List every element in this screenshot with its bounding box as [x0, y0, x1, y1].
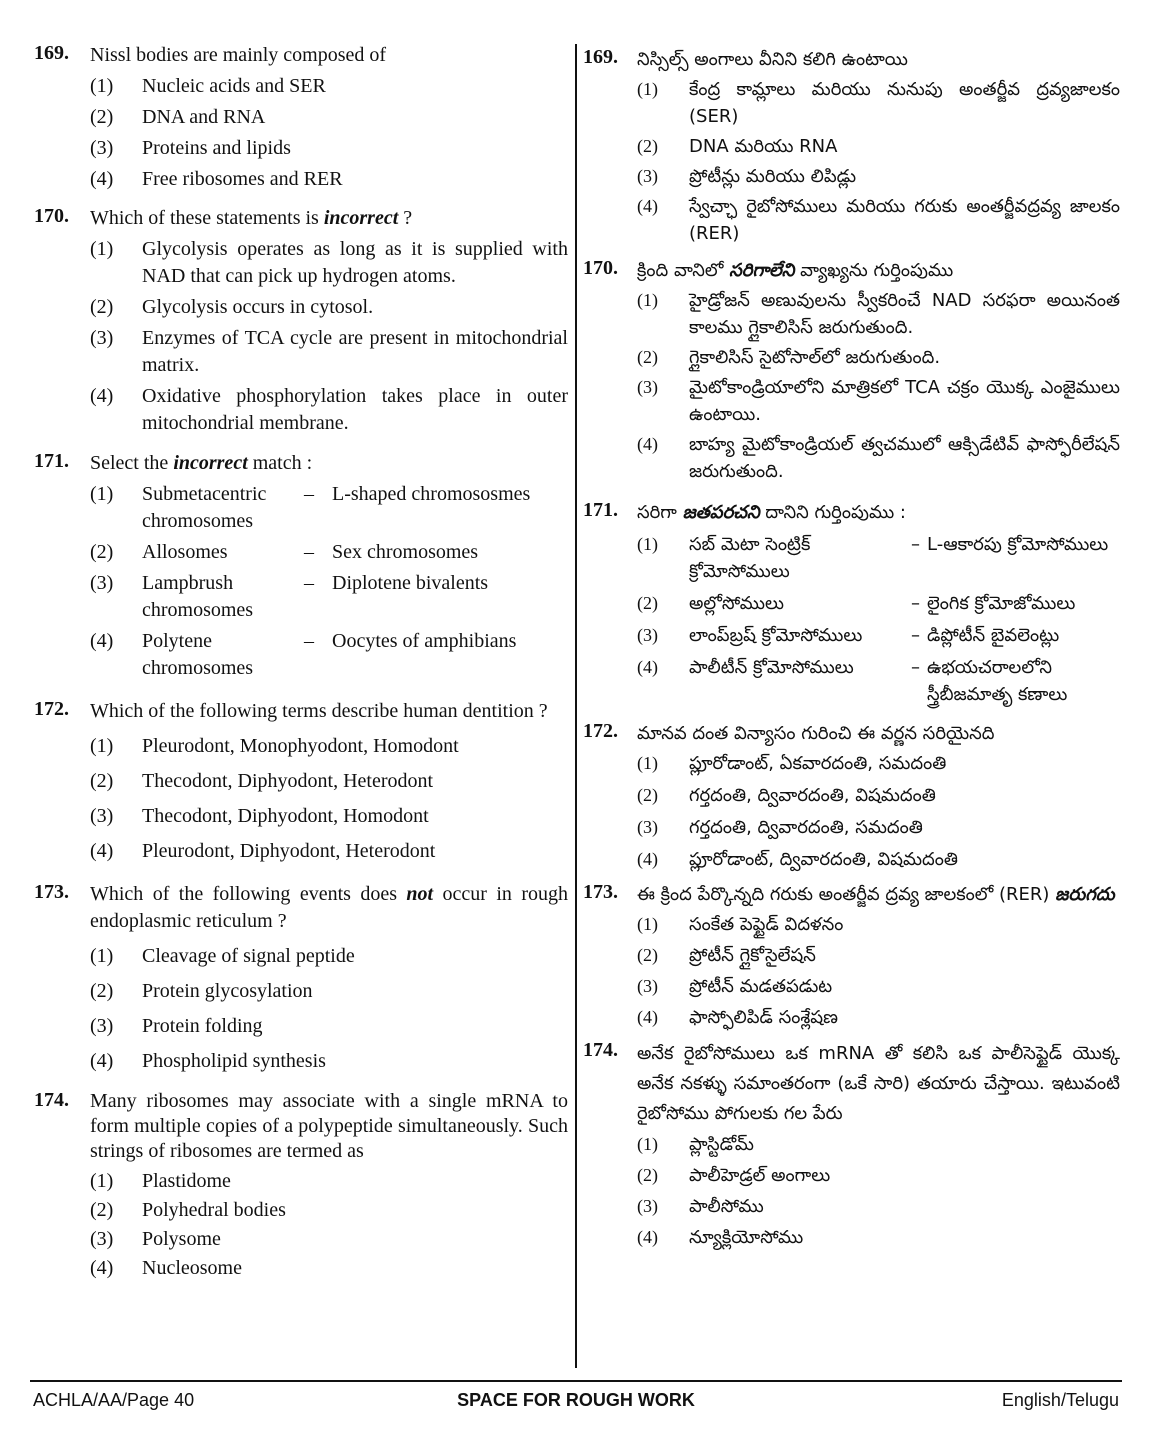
- question-number: 173.: [34, 881, 69, 903]
- option: (3) Enzymes of TCA cycle are present in mitochondrial matrix.: [90, 327, 568, 376]
- option: (2) Glycolysis occurs in cytosol.: [90, 296, 374, 318]
- match-option: (2) Allosomes – Sex chromosomes: [90, 541, 479, 563]
- option: (1) Pleurodont, Monophyodont, Homodont: [90, 735, 459, 757]
- column-divider: [575, 44, 577, 1368]
- english-column: [34, 42, 568, 1282]
- question-text: Which of the following terms describe human dentition ?: [90, 700, 548, 722]
- option: (2) Polyhedral bodies: [90, 1199, 286, 1221]
- option: (2) DNA మరియు RNA: [637, 136, 838, 157]
- option: (1) Nucleic acids and SER: [90, 75, 326, 97]
- question-174: [34, 1089, 568, 1282]
- option: (1) Glycolysis operates as long as it is supplied with NAD that can pick up hydrogen atoms.: [90, 238, 568, 287]
- option: (3) ప్రోటీన్ మడతపడుట: [637, 976, 833, 997]
- option: (4) Nucleosome: [90, 1257, 242, 1279]
- question-text: మానవ దంత విన్యాసం గురించి ఈ వర్ణన సరియైనది: [637, 723, 995, 744]
- question-174-telugu: [583, 1039, 1120, 1251]
- option: (4) బాహ్య మైటోకాండ్రియల్ త్వచములో ఆక్సిడేటివ్ ఫాస్ఫోరీలేషన్ జరుగుతుంది.: [637, 434, 1120, 482]
- question-172: [34, 698, 568, 865]
- option: (3) Protein folding: [90, 1015, 263, 1037]
- match-option: (2) అల్లోసోములు – లైంగిక క్రోమోజోములు: [637, 593, 1076, 614]
- rough-work-label: SPACE FOR ROUGH WORK: [457, 1390, 695, 1410]
- question-number: 169.: [34, 42, 69, 64]
- question-171: [34, 450, 568, 682]
- option: (3) గర్తదంతి, ద్వివారదంతి, సమదంతి: [637, 817, 923, 838]
- question-text: సరిగా జతపరచని దానిని గుర్తింపుము :: [637, 502, 906, 523]
- match-option: (1) Submetacentric chromosomes – L-shaped chromososmes: [90, 483, 531, 532]
- question-number: 170.: [34, 205, 69, 227]
- option: (4) Oxidative phosphorylation takes place in outer mitochondrial membrane.: [90, 385, 568, 434]
- question-173: [34, 881, 568, 1075]
- question-number: 169.: [583, 46, 618, 68]
- question-number: 173.: [583, 881, 618, 903]
- question-172-telugu: [583, 720, 1120, 873]
- question-170: [34, 205, 568, 437]
- option: (1) హైడ్రోజన్ అణువులను స్వీకరించే NAD సరఫరా అయినంత కాలము గ్లైకాలిసిస్ జరుగుతుంది.: [637, 290, 1120, 338]
- option: (3) Proteins and lipids: [90, 137, 291, 159]
- footer-rule: [30, 1380, 1122, 1382]
- option: (2) DNA and RNA: [90, 106, 266, 128]
- question-number: 171.: [34, 450, 69, 472]
- option: (3) Polysome: [90, 1228, 221, 1250]
- option: (3) పాలీసోము: [637, 1196, 764, 1217]
- telugu-column: [583, 46, 1120, 1251]
- option: (1) Cleavage of signal peptide: [90, 945, 355, 967]
- match-option: (4) Polytene chromosomes – Oocytes of amphibians: [90, 630, 517, 679]
- match-option: (1) సబ్ మెటా సెంట్రిక్ క్రోమోసోములు – L-ఆకారపు క్రోమోసోములు: [637, 534, 1109, 582]
- question-169-telugu: [583, 46, 1120, 247]
- option: (4) ప్లూరోడాంట్, ద్వివారదంతి, విషమదంతి: [637, 849, 958, 870]
- option: (3) మైటోకాండ్రియాలోని మాత్రికలో TCA చక్రం యొక్క ఎంజైములు ఉంటాయి.: [637, 377, 1120, 425]
- question-text: క్రింది వానిలో సరిగాలేని వ్యాఖ్యను గుర్తింపుము: [637, 260, 954, 281]
- option: (2) ప్రోటీన్ గ్లైకోసైలేషన్: [637, 945, 816, 966]
- option: (4) స్వేచ్ఛా రైబోసోములు మరియు గరుకు అంతర్జీవద్రవ్య జాలకం (RER): [637, 196, 1120, 244]
- question-number: 170.: [583, 257, 618, 279]
- match-option: (4) పాలీటీన్ క్రోమోసోములు – ఉభయచరాలలోని స్త్రీబీజమాతృ కణాలు: [637, 657, 1068, 705]
- option: (4) Free ribosomes and RER: [90, 168, 343, 190]
- match-option: (3) లాంప్‌బ్రష్ క్రోమోసోములు – డిప్లోటీన్ బైవలెంట్లు: [637, 625, 1060, 646]
- question-171-telugu: [583, 499, 1120, 708]
- question-number: 171.: [583, 499, 618, 521]
- question-169: [34, 42, 568, 193]
- option: (2) గర్తదంతి, ద్వివారదంతి, విషమదంతి: [637, 785, 936, 806]
- question-173-telugu: [583, 881, 1120, 1031]
- option: (1) సంకేత పెప్టైడ్ విదళనం: [637, 914, 844, 935]
- question-text: Which of the following events does not occur in rough endoplasmic reticulum ?: [90, 883, 568, 932]
- option: (1) Plastidome: [90, 1170, 231, 1192]
- question-text: Nissl bodies are mainly composed of: [90, 44, 387, 66]
- option: (4) న్యూక్లియోసోము: [637, 1227, 804, 1248]
- question-number: 174.: [34, 1089, 69, 1111]
- question-number: 174.: [583, 1039, 618, 1061]
- question-text: Many ribosomes may associate with a single mRNA to form multiple copies of a polypeptide simultaneously. Such strings of ribosomes are termed as: [90, 1090, 568, 1162]
- option: (4) Phospholipid synthesis: [90, 1050, 326, 1072]
- option: (3) ప్రోటీన్లు మరియు లిపిడ్లు: [637, 166, 857, 187]
- question-number: 172.: [34, 698, 69, 720]
- question-text: ఈ క్రింద పేర్కొన్నది గరుకు అంతర్జీవ ద్రవ్య జాలకంలో (RER) జరుగదు: [637, 884, 1115, 905]
- option: (4) Pleurodont, Diphyodont, Heterodont: [90, 840, 436, 862]
- question-text: అనేక రైబోసోములు ఒక mRNA తో కలిసి ఒక పాలీసెప్టైడ్ యొక్క అనేక నకళ్ళు సమాంతరంగా (ఒకే సారి) తయారు చేస్తాయి. ఇటువంటి రైబోసోము పోగులకు గల పేరు: [637, 1043, 1120, 1124]
- option: (2) Thecodont, Diphyodont, Heterodont: [90, 770, 434, 792]
- option: (2) పాలీహెడ్రల్ అంగాలు: [637, 1165, 831, 1186]
- question-170-telugu: [583, 257, 1120, 485]
- option: (1) ప్లూరోడాంట్, ఏకవారదంతి, సమదంతి: [637, 753, 947, 774]
- page-reference: ACHLA/AA/Page 40: [33, 1390, 195, 1410]
- option: (2) గ్లైకాలిసిస్ సైటోసాల్‌లో జరుగుతుంది.: [637, 347, 941, 368]
- option: (1) కేంద్ర కామ్లాలు మరియు నునుపు అంతర్జీవ ద్రవ్యజాలకం (SER): [637, 79, 1120, 127]
- question-text: నిస్సిల్స్ అంగాలు వీనిని కలిగి ఉంటాయి: [637, 49, 908, 70]
- question-text: Select the incorrect match :: [90, 452, 313, 474]
- language-label: English/Telugu: [1001, 1390, 1119, 1410]
- option: (4) ఫాస్ఫోలిపిడ్ సంశ్లేషణ: [637, 1007, 838, 1028]
- match-option: (3) Lampbrush chromosomes – Diplotene bivalents: [90, 572, 489, 621]
- option: (2) Protein glycosylation: [90, 980, 313, 1002]
- question-text: Which of these statements is incorrect ?: [90, 207, 413, 229]
- question-number: 172.: [583, 720, 618, 742]
- option: (3) Thecodont, Diphyodont, Homodont: [90, 805, 429, 827]
- option: (1) ప్లాస్టిడోమ్: [637, 1134, 754, 1155]
